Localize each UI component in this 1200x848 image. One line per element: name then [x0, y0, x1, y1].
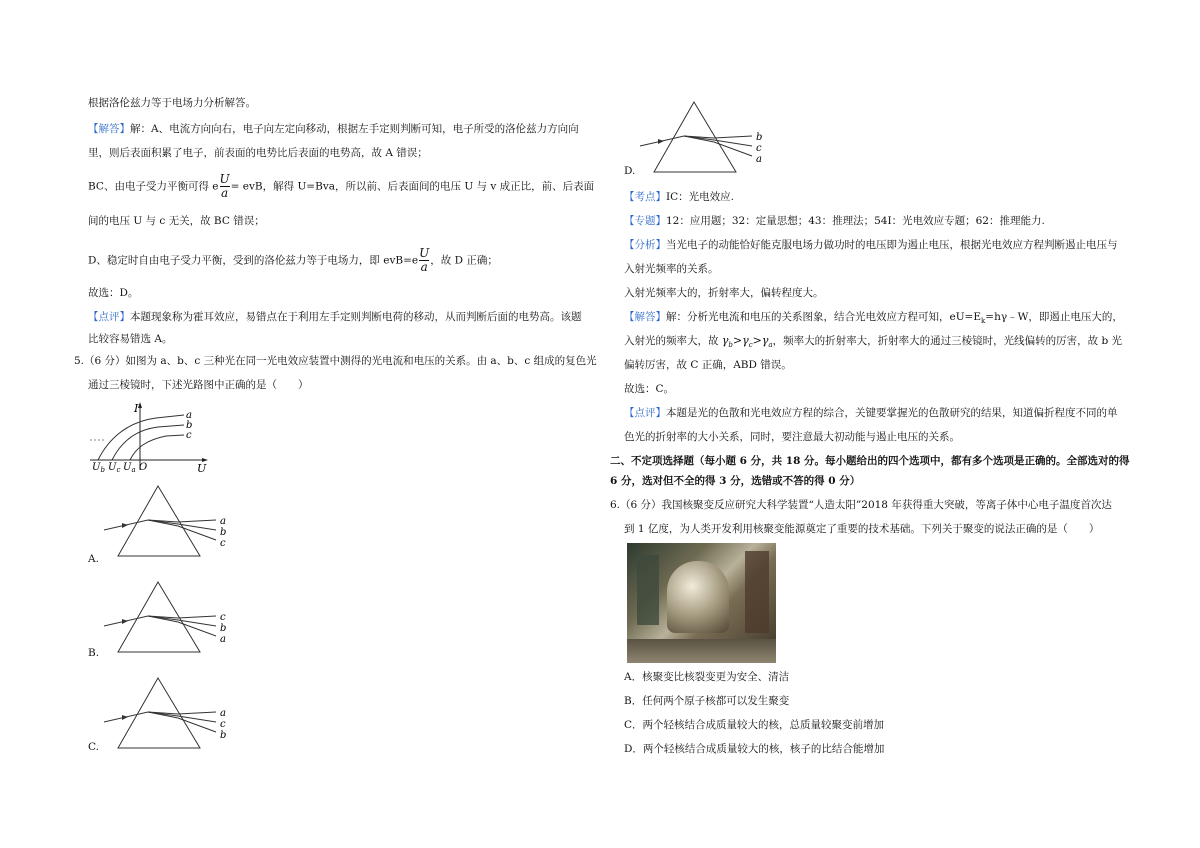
option-d-label: D. — [624, 165, 636, 177]
prism-c-diagram — [100, 676, 240, 756]
answer-text-3a: BC、由电子受力平衡可得 e — [88, 180, 219, 193]
comment-line-2: 比较容易错选 A。 — [88, 333, 173, 345]
curve-b-label: b — [186, 420, 193, 431]
dianping-line-1 — [624, 406, 1118, 420]
zhuanti-text: 12：应用题；32：定量思想；43：推理法；54I：光电效应专题；62：推理能力. — [666, 215, 1045, 227]
choice-line: 故选：D。 — [88, 287, 139, 299]
question-6-line-1: 6.（6 分）我国核聚变反应研究大科学装置“人造太阳”2018 年获得重大突破，等离子体中心电子温度首次达 — [610, 499, 1112, 511]
option-b-label: B. — [88, 647, 100, 659]
answer-text-3b: = evB，解得 U=Bva，所以前、后表面间的电压 U 与 v 成正比，前、后表面 — [230, 180, 595, 193]
jieda-text-2a: 入射光的频率大，故 — [624, 335, 722, 347]
axis-i-label: I — [134, 402, 139, 415]
jieda-line-4: 故选：C。 — [624, 383, 675, 395]
axis-u-label: U — [197, 462, 207, 475]
fenxi-line-3: 入射光频率大的，折射率大，偏转程度大。 — [624, 287, 824, 299]
option-c-label: C. — [88, 741, 99, 753]
question-5-line-1: 5.（6 分）如图为 a、b、c 三种光在同一光电效应装置中测得的光电流和电压的关系。由 a、b、c 组成的复色光 — [74, 355, 597, 367]
fenxi-tag: 【分析】 — [624, 239, 666, 251]
fraction-u-over-a — [220, 174, 230, 199]
frac-den-2: a — [420, 260, 428, 274]
zhuanti-line — [624, 214, 1045, 228]
comment-text-1: 本题现象称为霍耳效应，易错点在于利用左手定则判断电荷的移动，从而判断后面的电势高。该题 — [130, 311, 582, 323]
answer-line-4: 间的电压 U 与 c 无关，故 BC 错误； — [88, 215, 265, 227]
q6-option-d: D．两个轻核结合成质量较大的核，核子的比结合能增加 — [624, 743, 885, 755]
fenxi-line-2: 入射光频率的关系。 — [624, 263, 719, 275]
prism-b-ray-2: b — [220, 623, 227, 634]
frac-den: a — [220, 186, 229, 200]
fenxi-line-1 — [624, 238, 1118, 252]
prism-b-ray-3: a — [220, 634, 226, 645]
zhuanti-tag: 【专题】 — [624, 215, 666, 227]
iu-graph — [86, 400, 216, 475]
curve-a-label: a — [186, 410, 192, 421]
q6-option-b: B．任何两个原子核都可以发生聚变 — [624, 695, 790, 707]
jieda-text-1b: =hγ﹣W，即遏止电压大的， — [985, 311, 1123, 323]
prism-d-ray-1: b — [756, 132, 763, 143]
jieda-line-1 — [624, 310, 1123, 328]
comment-tag: 【点评】 — [88, 311, 130, 323]
q6-option-c: C．两个轻核结合成质量较大的核，总质量较聚变前增加 — [624, 719, 885, 731]
dianping-tag: 【点评】 — [624, 407, 666, 419]
prism-a-ray-2: b — [220, 527, 227, 538]
fraction-u-over-a-2 — [419, 248, 429, 273]
kaodian-tag: 【考点】 — [624, 191, 666, 203]
frequency-inequality: $\gamma_b>\gamma_c>\gamma_a$ — [721, 334, 773, 350]
option-a-label: A. — [88, 553, 99, 565]
ek-subscript: k — [981, 317, 986, 326]
fenxi-text-1: 当光电子的动能恰好能克服电场力做功时的电压即为遏止电压，根据光电效应方程判断遏止电压与 — [666, 239, 1118, 251]
answer-text-5b: ，故 D 正确； — [430, 254, 498, 267]
jieda-line-2 — [624, 334, 1122, 352]
answer-line-3 — [88, 174, 594, 199]
prism-c-ray-1: a — [220, 708, 226, 719]
question-5-line-2: 通过三棱镜时，下述光路图中正确的是（ ） — [88, 379, 309, 391]
prism-a-ray-3: c — [220, 538, 226, 549]
section-heading-2: 6 分，选对但不全的得 3 分，选错或不答的得 0 分） — [610, 475, 861, 487]
answer-line-1 — [88, 122, 579, 136]
prism-c-ray-2: c — [220, 719, 226, 730]
prism-a-diagram — [100, 484, 240, 564]
answer-tag: 【解答】 — [88, 123, 130, 135]
answer-line-2: 里，则后表面积累了电子，前表面的电势比后表面的电势高，故 A 错误； — [88, 147, 428, 159]
jieda-line-3: 偏转厉害，故 C 正确，ABD 错误。 — [624, 359, 792, 371]
section-heading-1: 二、不定项选择题（每小题 6 分，共 18 分。每小题给出的四个选项中，都有多个选项是正确的。全部选对的得 — [610, 455, 1130, 467]
prism-c-ray-3: b — [220, 730, 227, 741]
jieda-tag: 【解答】 — [624, 311, 666, 323]
prism-a-ray-1: a — [220, 516, 226, 527]
fusion-device-photo — [627, 543, 776, 663]
q6-option-a: A．核聚变比核裂变更为安全、清洁 — [624, 671, 790, 683]
dianping-line-2: 色光的折射率的大小关系，同时，要注意最大初动能与遏止电压的关系。 — [624, 431, 960, 443]
answer-line-5 — [88, 248, 498, 273]
analysis-tail: 根据洛伦兹力等于电场力分析解答。 — [88, 97, 256, 109]
prism-d-ray-3: a — [756, 154, 762, 165]
prism-d-diagram — [636, 100, 776, 180]
uc-label: $U_c$ — [108, 462, 121, 474]
frac-num-2: U — [419, 246, 430, 260]
dianping-text-1: 本题是光的色散和光电效应方程的综合，关键要掌握光的色散研究的结果，知道偏折程度不同的单 — [666, 407, 1118, 419]
prism-b-ray-1: c — [220, 612, 226, 623]
origin-label: O — [139, 462, 148, 473]
frac-num: U — [219, 172, 230, 186]
prism-d-ray-2: c — [756, 143, 762, 154]
prism-b-diagram — [100, 580, 240, 660]
comment-line-1 — [88, 310, 582, 324]
kaodian-text: IC：光电效应. — [666, 191, 735, 203]
jieda-text-2b: ，频率大的折射率大，折射率大的通过三棱镜时，光线偏转的厉害，故 b 光 — [772, 335, 1123, 347]
answer-text-1: 解：A、电流方向向右，电子向左定向移动，根据左手定则判断可知，电子所受的洛伦兹力方向向 — [130, 123, 579, 135]
question-6-line-2: 到 1 亿度，为人类开发利用核聚变能源奠定了重要的技术基础。下列关于聚变的说法正确的是（ ） — [624, 523, 1100, 535]
answer-text-5a: D、稳定时自由电子受力平衡，受到的洛伦兹力等于电场力，即 evB=e — [88, 254, 419, 267]
ub-label: $U_b$ — [92, 462, 105, 474]
ua-label: $U_a$ — [123, 462, 136, 474]
jieda-text-1: 解：分析光电流和电压的关系图象，结合光电效应方程可知，eU=E — [666, 311, 982, 323]
kaodian-line — [624, 190, 734, 204]
curve-c-label: c — [186, 430, 192, 441]
